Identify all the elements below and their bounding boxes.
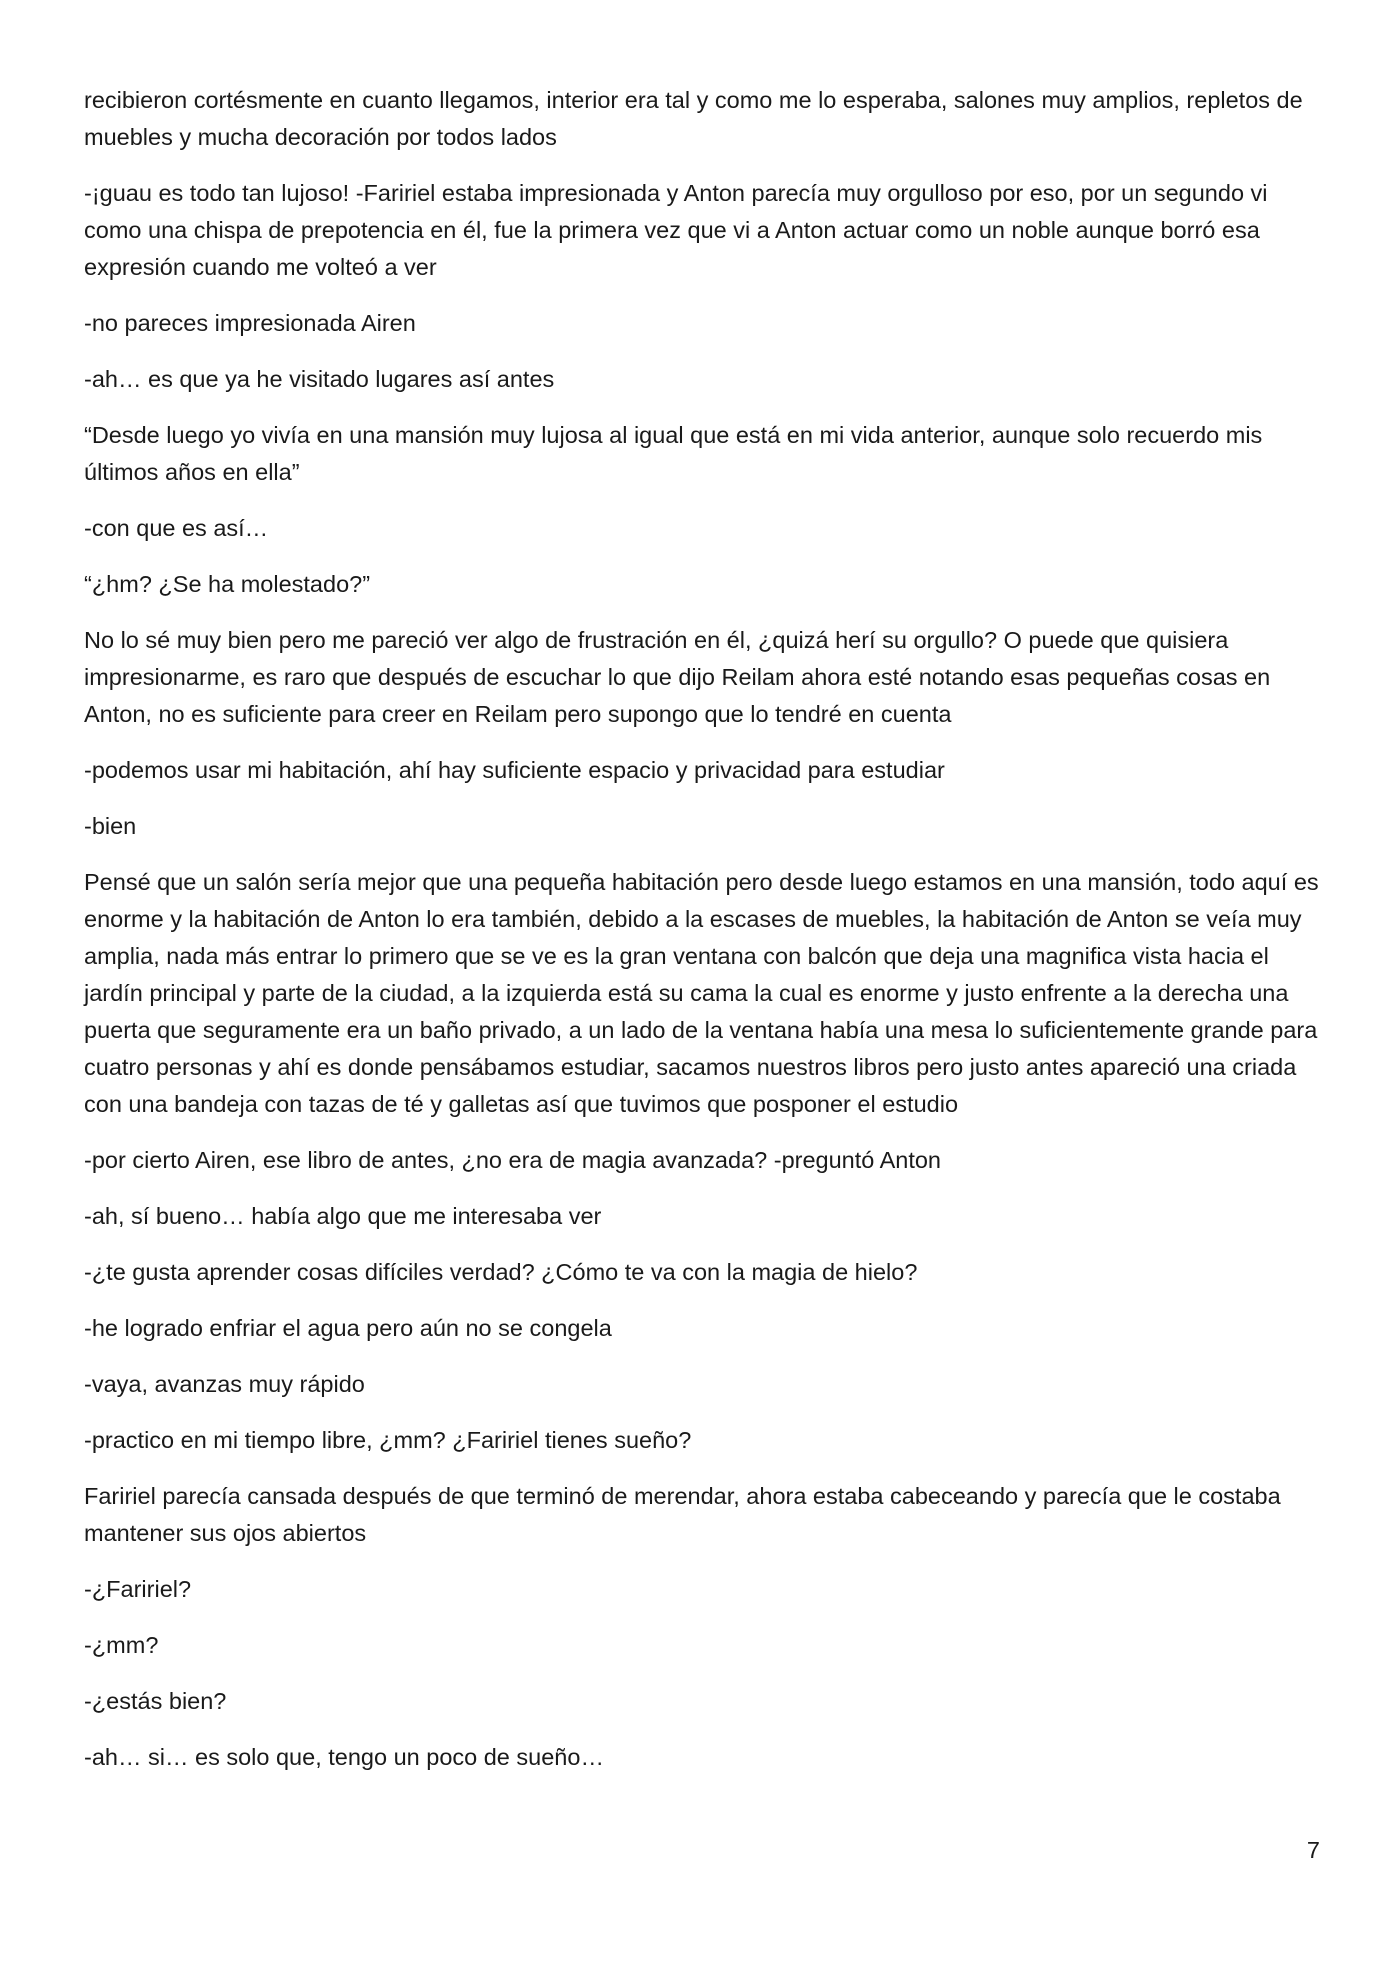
- paragraph: -por cierto Airen, ese libro de antes, ¿no era de magia avanzada? -preguntó Anton: [84, 1147, 941, 1173]
- paragraph: No lo sé muy bien pero me pareció ver algo de frustración en él, ¿quizá herí su orgullo? O puede que quisiera impresionarme, es raro que después de escuchar lo que dijo Reilam ahora esté notando esas pequeñas cosas en Anton, no es suficiente para creer en Reilam pero supongo que lo tendré en cuenta: [84, 627, 1271, 727]
- paragraph: Pensé que un salón sería mejor que una pequeña habitación pero desde luego estamos en una mansión, todo aquí es enorme y la habitación de Anton lo era también, debido a la escases de muebles, la habitación de Anton se veía muy amplia, nada más entrar lo primero que se ve es la gran ventana con balcón que deja una magnifica vista hacia el jardín principal y parte de la ciudad, a la izquierda está su cama la cual es enorme y justo enfrente a la derecha una puerta que seguramente era un baño privado, a un lado de la ventana había una mesa lo suficientemente grande para cuatro personas y ahí es donde pensábamos estudiar, sacamos nuestros libros pero justo antes apareció una criada con una bandeja con tazas de té y galletas así que tuvimos que posponer el estudio: [84, 869, 1319, 1117]
- paragraph: -practico en mi tiempo libre, ¿mm? ¿Faririel tienes sueño?: [84, 1427, 692, 1453]
- paragraph: -podemos usar mi habitación, ahí hay suficiente espacio y privacidad para estudiar: [84, 757, 945, 783]
- paragraph: “¿hm? ¿Se ha molestado?”: [84, 571, 371, 597]
- paragraph: -vaya, avanzas muy rápido: [84, 1371, 365, 1397]
- paragraph: -¡guau es todo tan lujoso! -Faririel estaba impresionada y Anton parecía muy orgulloso por eso, por un segundo vi como una chispa de prepotencia en él, fue la primera vez que vi a Anton actuar como un noble aunque borró esa expresión cuando me volteó a ver: [84, 180, 1268, 280]
- paragraph: -bien: [84, 813, 137, 839]
- paragraph: -¿estás bien?: [84, 1688, 227, 1714]
- paragraph: -¿te gusta aprender cosas difíciles verdad? ¿Cómo te va con la magia de hielo?: [84, 1259, 918, 1285]
- paragraph: -no pareces impresionada Airen: [84, 310, 416, 336]
- paragraph: -he logrado enfriar el agua pero aún no se congela: [84, 1315, 612, 1341]
- paragraph: Faririel parecía cansada después de que terminó de merendar, ahora estaba cabeceando y parecía que le costaba mantener sus ojos abiertos: [84, 1483, 1281, 1546]
- paragraph: -ah… si… es solo que, tengo un poco de sueño…: [84, 1744, 604, 1770]
- paragraph: -ah… es que ya he visitado lugares así antes: [84, 366, 555, 392]
- paragraph: “Desde luego yo vivía en una mansión muy lujosa al igual que está en mi vida anterior, aunque solo recuerdo mis últimos años en ella”: [84, 422, 1263, 485]
- paragraph: -¿mm?: [84, 1632, 159, 1658]
- paragraph: -con que es así…: [84, 515, 269, 541]
- page-number: 7: [1306, 1837, 1320, 1863]
- paragraph: recibieron cortésmente en cuanto llegamos, interior era tal y como me lo esperaba, salones muy amplios, repletos de muebles y mucha decoración por todos lados: [84, 87, 1303, 150]
- paragraph: -ah, sí bueno… había algo que me interesaba ver: [84, 1203, 602, 1229]
- paragraph: -¿Faririel?: [84, 1576, 192, 1602]
- page-body: [84, 82, 1324, 1795]
